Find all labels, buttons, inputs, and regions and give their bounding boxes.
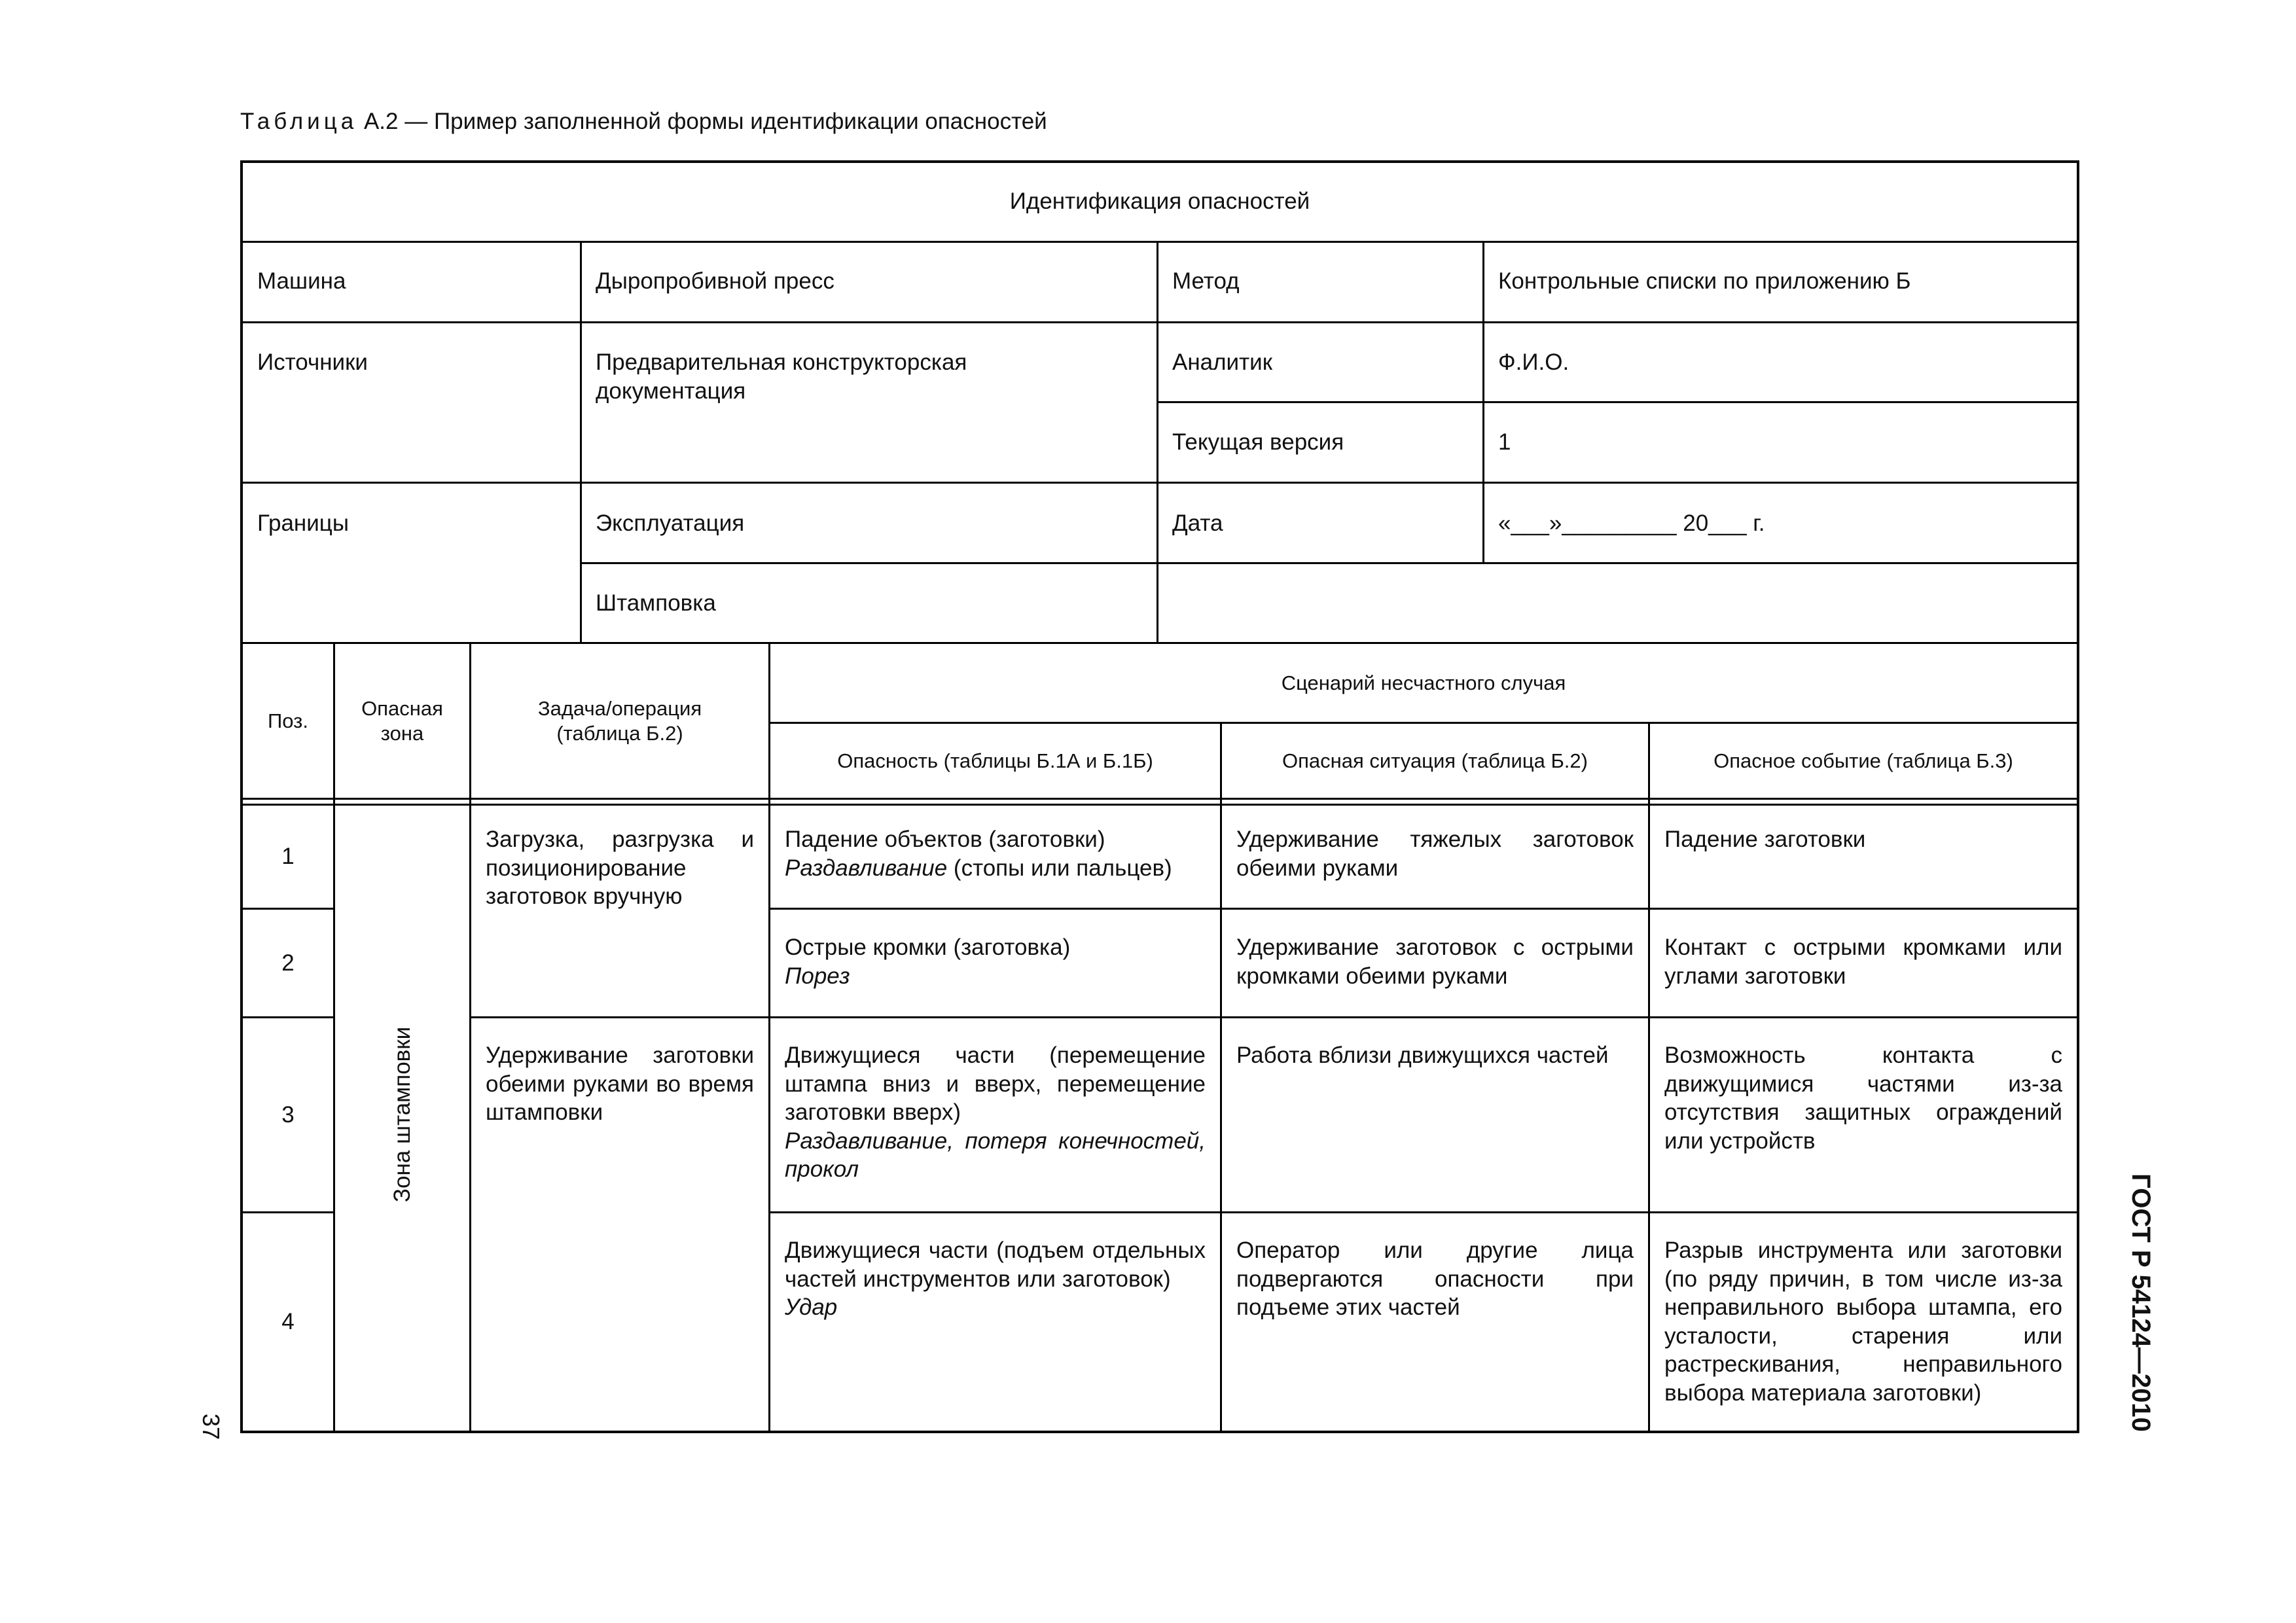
header-zone: Опасная зона bbox=[361, 696, 443, 745]
limits-value-stamping: Штамповка bbox=[596, 590, 716, 616]
version-label: Текущая версия bbox=[1172, 429, 1344, 455]
analyst-label: Аналитик bbox=[1172, 349, 1273, 375]
row-3-hazard-text: Движущиеся части (перемещение штампа вниз и вверх, перемещение заготовки вверх) bbox=[785, 1043, 1206, 1125]
version-value: 1 bbox=[1498, 429, 1511, 455]
header-pos: Поз. bbox=[268, 709, 308, 732]
method-value: Контрольные списки по приложению Б bbox=[1498, 268, 1911, 294]
row-2-pos: 2 bbox=[281, 950, 295, 976]
row-1-pos: 1 bbox=[281, 844, 295, 869]
sources-value: Предварительная конструкторская документация bbox=[596, 349, 967, 404]
header-task: Задача/операция (таблица Б.2) bbox=[537, 696, 702, 745]
row-1-event: Падение заготовки bbox=[1664, 827, 1866, 852]
row-1-situation: Удерживание тяжелых заготовок обеими руками bbox=[1236, 827, 1634, 881]
row-1-hazard-text: Падение объектов (заготовки) bbox=[785, 827, 1105, 852]
header-event: Опасное событие (таблица Б.3) bbox=[1713, 749, 2013, 772]
header-situation: Опасная ситуация (таблица Б.2) bbox=[1282, 749, 1588, 772]
row-2-hazard bbox=[770, 933, 1220, 990]
limits-label: Границы bbox=[257, 510, 349, 536]
caption-text: А.2 — Пример заполненной формы идентификации опасностей bbox=[357, 109, 1047, 134]
header-scenario: Сценарий несчастного случая bbox=[1281, 671, 1566, 694]
row-1-hazard-consequence: Раздавливание bbox=[785, 855, 948, 881]
page-number-text: 37 bbox=[197, 1413, 224, 1440]
row-4-pos: 4 bbox=[281, 1309, 295, 1334]
row-1-hazard bbox=[770, 825, 1220, 882]
task-2: Удерживание заготовки обеими руками во время штамповки bbox=[486, 1043, 754, 1125]
analyst-value: Ф.И.О. bbox=[1498, 349, 1570, 375]
machine-value: Дыропробивной пресс bbox=[596, 268, 834, 294]
caption-prefix: Таблица bbox=[240, 109, 358, 134]
row-3-hazard bbox=[770, 1041, 1220, 1184]
form-title: Идентификация опасностей bbox=[1009, 188, 1310, 214]
row-1-hazard-tail: (стопы или пальцев) bbox=[947, 855, 1172, 881]
task-1: Загрузка, разгрузка и позиционирование заготовок вручную bbox=[486, 827, 754, 909]
method-label: Метод bbox=[1172, 268, 1240, 294]
sources-label: Источники bbox=[257, 349, 368, 375]
date-value: «___»_________ 20___ г. bbox=[1498, 510, 1765, 536]
table-caption bbox=[240, 109, 1047, 135]
row-2-situation: Удерживание заготовок с острыми кромками обеими руками bbox=[1236, 935, 1634, 989]
row-4-hazard bbox=[770, 1236, 1220, 1322]
row-4-hazard-consequence: Удар bbox=[785, 1294, 838, 1320]
row-3-event: Возможность контакта с движущимися частями из-за отсутствия защитных ограждений или устройств bbox=[1664, 1043, 2062, 1154]
row-4-hazard-text: Движущиеся части (подъем отдельных частей инструментов или заготовок) bbox=[785, 1238, 1206, 1292]
row-2-hazard-text: Острые кромки (заготовка) bbox=[785, 935, 1071, 960]
row-4-event: Разрыв инструмента или заготовки (по ряду причин, в том числе из-за неправильного выбора штампа, его усталости, старения или растрескивания, неправильного выбора материала заготовки) bbox=[1664, 1238, 2062, 1406]
zone-name-text: Зона штамповки bbox=[389, 1026, 415, 1203]
limits-value-operation: Эксплуатация bbox=[596, 510, 745, 536]
row-2-event: Контакт с острыми кромками или углами заготовки bbox=[1664, 935, 2062, 989]
date-label: Дата bbox=[1172, 510, 1223, 536]
page-number bbox=[191, 1400, 230, 1453]
header-hazard: Опасность (таблицы Б.1А и Б.1Б) bbox=[837, 749, 1153, 772]
standard-designation-text: ГОСТ Р 54124—2010 bbox=[2126, 1173, 2155, 1432]
row-3-pos: 3 bbox=[281, 1101, 295, 1128]
row-3-hazard-consequence: Раздавливание, потеря конечностей, прокол bbox=[785, 1128, 1206, 1182]
standard-designation bbox=[2121, 1158, 2160, 1446]
row-3-situation: Работа вблизи движущихся частей bbox=[1236, 1043, 1609, 1068]
row-4-situation: Оператор или другие лица подвергаются опасности при подъеме этих частей bbox=[1236, 1238, 1634, 1320]
zone-name bbox=[334, 798, 471, 1431]
machine-label: Машина bbox=[257, 268, 346, 294]
row-2-hazard-consequence: Порез bbox=[785, 963, 850, 989]
